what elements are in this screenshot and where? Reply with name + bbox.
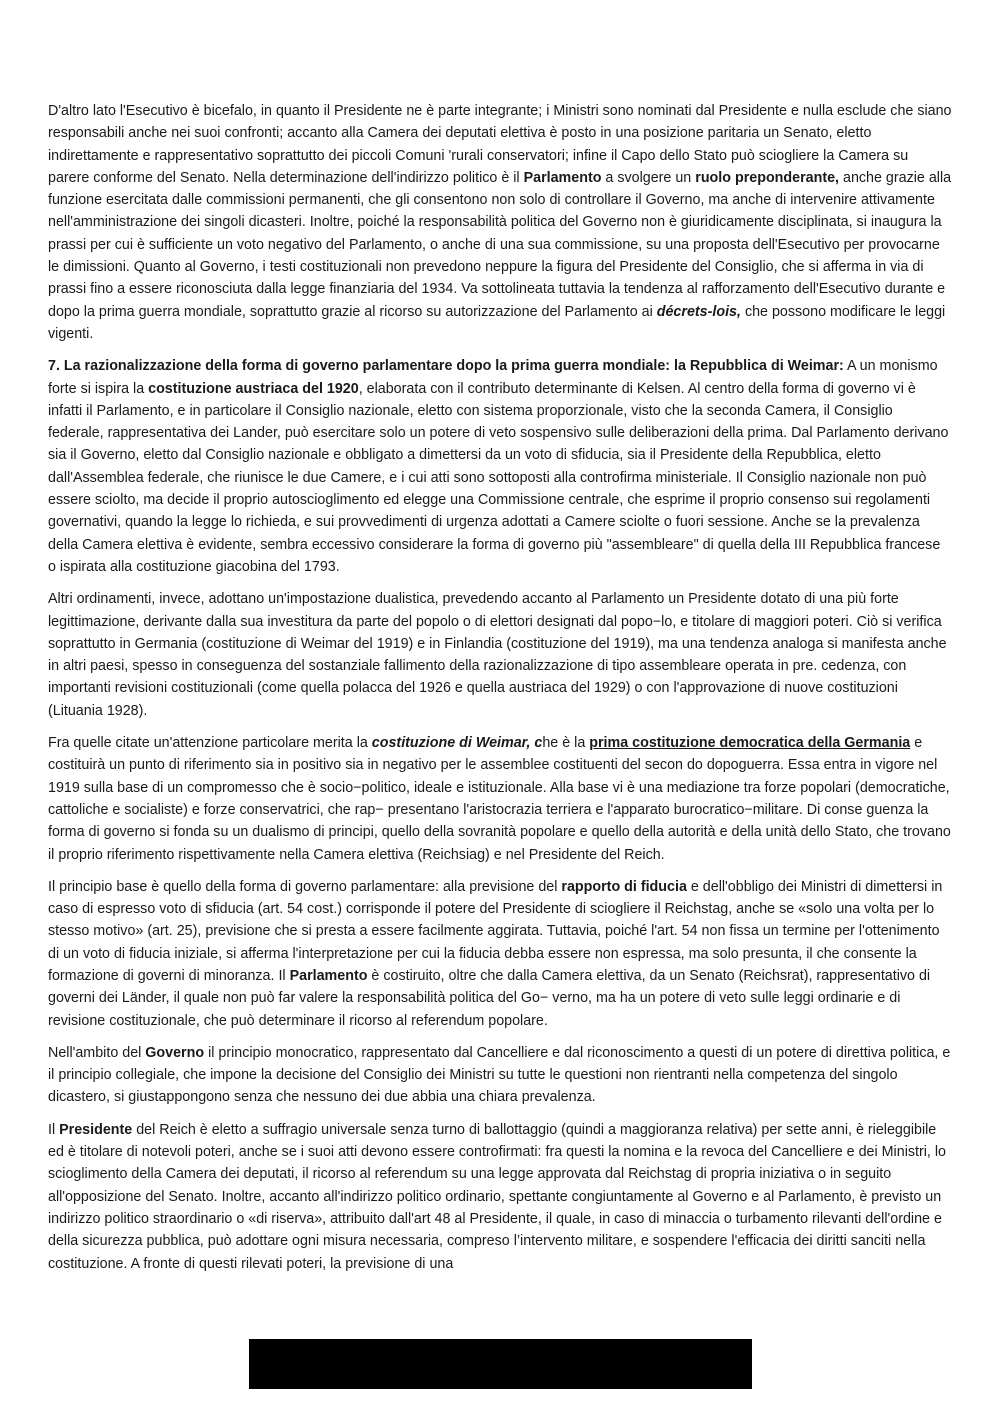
paragraph-3: Altri ordinamenti, invece, adottano un'impostazione dualistica, prevedendo accanto al Parlamento un Presidente dotato di una più forte legittimazione, derivante dalla sua investitura da parte del popolo o di elettori designati dal popo−lo, e titolare di maggiori poteri. Ciò si verifica soprattutto in Germania (costituzione di Weimar del 1919) e in Finlandia (costituzione del 1919), ma una tendenza analoga si manifesta anche in altri paesi, spesso in conseguenza del sostanziale fallimento della razionalizzazione di tipo assembleare operata in pre. cedenza, con importanti revisioni costituzionali (come quella polacca del 1926 e quella austriaca del 1929) o con l'approvazione di nuove costituzioni (Lituania 1928). [48, 591, 947, 719]
redaction-bar [249, 1339, 752, 1389]
text-run: A un monismo forte si ispira la [48, 358, 938, 397]
text-run: he è la [542, 735, 590, 752]
text-run: e dell'obbligo dei Ministri di dimettersi in caso di espresso voto di sfiducia (art. 54 cost.) corrisponde il potere del Presidente di sciogliere il Reichstag, anche se «solo una volta per lo stesso motivo» (art. 25), previsione che si presta a essere facilmente aggirata. Tuttavia, poiché l'art. 54 non fissa un termine per l'ottenimento di un voto di fiducia iniziale, si afferma l'interpretazione per cui la fiducia debba essere non espressa, ma solo presunta, il che consente la formazione di governi di minoranza. Il [48, 878, 943, 984]
text-run: D'altro lato l'Esecutivo è bicefalo, in quanto il Presidente ne è parte integrante; i Ministri sono nominati dal Presidente e nulla esclude che siano responsabili anche nei suoi confronti; accanto alla Camera dei deputati elettiva è posto in una posizione paritaria un Senato, eletto indirettamente e rappresentativo soprattutto dei piccoli Comuni 'rurali conservatori; infine il Capo dello Stato può sciogliere la Camera su parere conforme del Senato. Nella determinazione dell'indirizzo politico è il [48, 103, 952, 186]
text-run: del Reich è eletto a suffragio universale senza turno di ballottaggio (quindi a maggioranza relativa) per sette anni, è rieleggibile ed è titolare di notevoli poteri, anche se i suoi atti devono essere controfirmati: fra questi la nomina e la revoca del Cancelliere e dei Ministri, lo scioglimento della Camera dei deputati, il ricorso al referendum su una legge approvata dal Reichstag di propria iniziativa o in seguito all'opposizione del Senato. Inoltre, accanto all'indirizzo politico ordinario, spettante congiuntamente al Governo e al Parlamento, è previsto un indirizzo politico straordinario o «di riserva», attribuito dall'art 48 al Presidente, il quale, in caso di minaccia o turbamento rilevanti dell'ordine e della sicurezza pubblica, può adottare ogni misura necessaria, compreso l’intervento militare, e sospendere l'efficacia dei diritti sanciti nella costituzione. A fronte di questi rilevati poteri, la previsione di una [48, 1121, 946, 1272]
text-run: che possono modificare le leggi vigenti. [48, 303, 946, 342]
text-run: è costiruito, oltre che dalla Camera elettiva, da un Senato (Reichsrat), rappresentativo di governi dei Länder, il quale non può far valere la responsabilità politica del Go− verno, ma ha un potere di veto sulle leggi ordinarie e di revisione costituzionale, che può determinare il ricorso al referendum popolare. [48, 967, 931, 1029]
text-run: e costituirà un punto di riferimento sia in positivo sia in negativo per le assemblee costituenti del secon do dopoguerra. Essa entra in vigore nel 1919 sulla base di un compromesso che è socio−politico, ideale e istituzionale. Alla base vi è una mediazione tra forze popolari (democratiche, cattoliche e socialiste) e forze conservatrici, che rap− presentano l'aristocrazia terriera e l'apparato burocratico−militare. Di conse guenza la forma di governo si fonda su un dualismo di principi, quello della sovranità popolare e quello della autorità e della unità dello Stato, che trovano il proprio riferimento rispettivamente nella Camera elettiva (Reichsiag) e nel Presidente del Reich. [48, 735, 951, 863]
text-run: anche grazie alla funzione esercitata dalle commissioni permanenti, che gli consentono non solo di controllare il Governo, ma anche di intervenire attivamente nell'amministrazione dei singoli dicasteri. Inoltre, poiché la responsabilità politica del Governo non è giuridicamente disciplinata, si inaugura la prassi per cui è sufficiente un voto negativo del Parlamento, o anche di una sua commissione, su una proposta dell'Esecutivo per provocarne le dimissioni. Quanto al Governo, i testi costituzionali non prevedono neppure la figura del Presidente del Consiglio, che si afferma in via di prassi fino a essere riconosciuta dalla legge finanziaria del 1934. Va sottolineata tuttavia la tendenza al rafforzamento dell'Esecutivo durante e dopo la prima guerra mondiale, soprattutto grazie al ricorso su autorizzazione del Parlamento ai [48, 169, 952, 320]
bold-italic-text: costituzione di Weimar, c [371, 735, 543, 752]
paragraph-2 [48, 355, 952, 578]
text-run: Il principio base è quello della forma di governo parlamentare: alla previsione del [48, 878, 562, 895]
bold-text: rapporto di fiducia [561, 878, 687, 895]
paragraph-1 [48, 100, 952, 345]
paragraph-5 [48, 876, 952, 1032]
bold-text: costituzione austriaca del 1920 [148, 380, 359, 397]
paragraph-4 [48, 732, 952, 866]
text-run: Fra quelle citate un'attenzione particolare merita la [48, 735, 372, 752]
bold-text: Parlamento [523, 169, 602, 186]
text-run: a svolgere un [601, 169, 696, 186]
bold-italic-text: décrets-lois, [656, 303, 741, 320]
text-run: Il [48, 1121, 60, 1138]
text-run: , elaborata con il contributo determinante di Kelsen. Al centro della forma di governo vi è infatti il Parlamento, e in particolare il Consiglio nazionale, eletto con sistema proporzionale, visto che la seconda Camera, il Consiglio federale, rappresentativa dei Lander, può esercitare solo un potere di veto sospensivo sulle deliberazioni della prima. Dal Parlamento derivano sia il Governo, eletto dal Consiglio nazionale e obbligato a dimettersi da un voto di sfiducia, sia il Presidente della Repubblica, eletto dall'Assemblea federale, che riunisce le due Camere, e i cui atti sono sottoposti alla controfirma ministeriale. Il Consiglio nazionale non può essere sciolto, ma decide il proprio autoscioglimento ed elegge una Commissione centrale, che esprime il proprio consenso sui regolamenti governativi, quando la legge lo richieda, e sui provvedimenti di urgenza adottati a Camere sciolte o fuori sessione. Anche se la prevalenza della Camera elettiva è evidente, sembra eccessivo considerare la forma di governo più "assembleare" di quella della III Repubblica francese o ispirata alla costituzione giacobina del 1793. [48, 380, 949, 575]
text-run: Nell'ambito del [48, 1044, 146, 1061]
bold-text: ruolo preponderante, [695, 169, 840, 186]
paragraph-6 [48, 1042, 952, 1109]
bold-text: Parlamento [289, 967, 368, 984]
paragraph-7 [48, 1119, 952, 1275]
bold-text: Governo [145, 1044, 205, 1061]
document-page [48, 100, 952, 1285]
bold-underlined-text: prima costituzione democratica della Germania [589, 735, 911, 752]
section-heading: 7. La razionalizzazione della forma di governo parlamentare dopo la prima guerra mondiale: la Repubblica di Weimar: [48, 358, 844, 375]
text-run: il principio monocratico, rappresentato dal Cancelliere e dal riconoscimento a questi di un potere di direttiva politica, e il principio collegiale, che impone la decisione del Consiglio dei Ministri su tutte le questioni non rientranti nella competenza del singolo dicastero, si giustappongono senza che nessuno dei due abbia una chiara prevalenza. [48, 1044, 951, 1106]
bold-text: Presidente [59, 1121, 133, 1138]
